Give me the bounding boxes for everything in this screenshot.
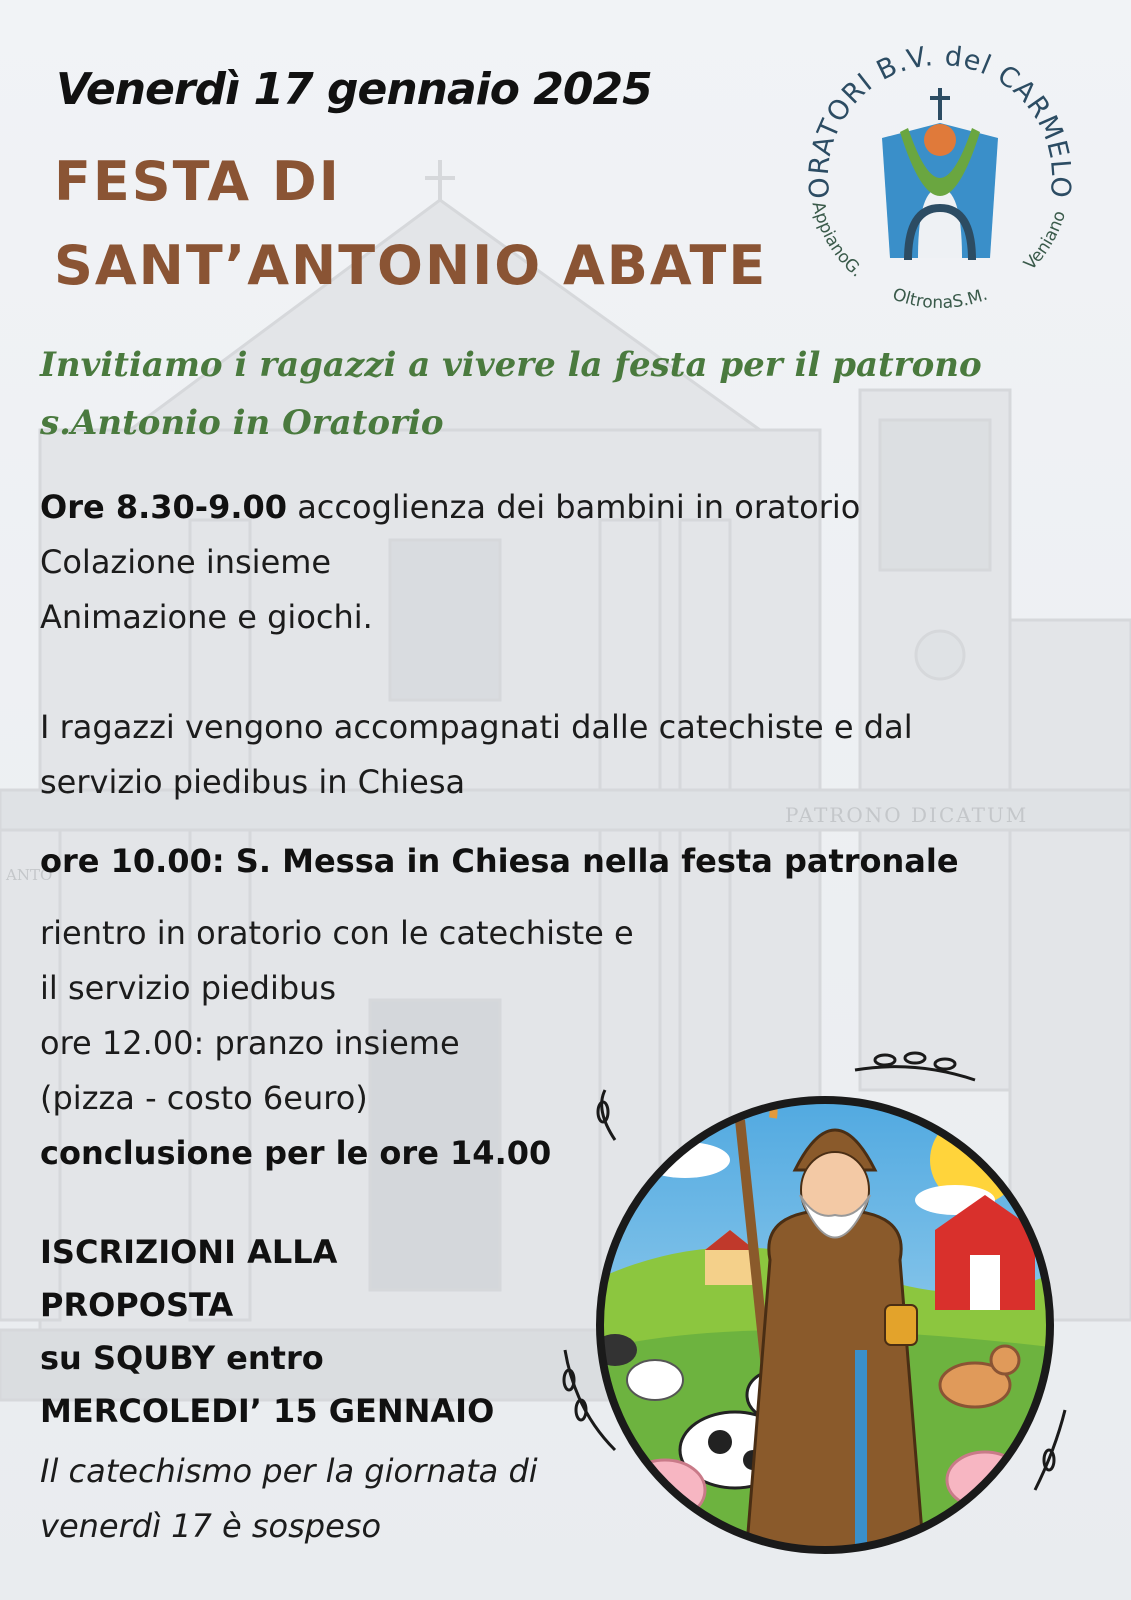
event-date: Venerdì 17 gennaio 2025 [56,64,652,115]
program-block-1 [40,480,860,645]
note-line-1: Il catechismo per la giornata di [40,1452,538,1490]
logo-appiano: AppianoG. [807,199,867,282]
program-block-2 [40,700,913,810]
side-inscription: ANTO [6,866,53,884]
invitation-text [40,336,1000,452]
lunch-text: ore 12.00: pranzo insieme [40,1024,460,1062]
logo-oltrona: OltronaS.M. [889,284,991,314]
registration-line-3: su SQUBY entro [40,1339,324,1377]
saint-anthony-illustration [555,1050,1115,1590]
svg-text:Veniano [1020,208,1070,274]
mass-text: ore 10.00: S. Messa in Chiesa nella festa patronale [40,842,959,880]
svg-text:AppianoG. [807,200,866,282]
title-line-1: FESTA DI [54,150,341,213]
return-line-1: rientro in oratorio con le catechiste e [40,914,634,952]
logo-top-text: ORATORI B.V. del CARMELO [803,40,1077,200]
games-text: Animazione e giochi. [40,598,373,636]
logo-emblem-icon [882,88,998,260]
end-text: conclusione per le ore 14.00 [40,1134,552,1172]
event-title [54,140,767,308]
accompany-line-2: servizio piedibus in Chiesa [40,763,466,801]
registration-line-2: PROPOSTA [40,1286,234,1324]
note-line-2: venerdì 17 è sospeso [40,1507,382,1545]
return-line-2: il servizio piedibus [40,969,337,1007]
registration-block [40,1226,494,1438]
time-830: Ore 8.30-9.00 [40,488,288,526]
program-block-3 [40,906,634,1181]
breakfast-text: Colazione insieme [40,543,332,581]
welcome-text: accoglienza dei bambini in oratorio [287,488,861,526]
invite-line-1: Invitiamo i ragazzi a vivere la festa per il patrono [40,345,982,385]
title-line-2: SANT’ANTONIO ABATE [54,234,768,297]
svg-text:OltronaS.M. [890,285,990,313]
registration-line-1: ISCRIZIONI ALLA [40,1233,338,1271]
lunch-cost-text: (pizza - costo 6euro) [40,1079,368,1117]
logo-veniano: Veniano [1020,208,1071,275]
patrono-inscription: PATRONO DICATUM [785,803,1029,827]
note-block [40,1444,538,1554]
accompany-line-1: I ragazzi vengono accompagnati dalle catechiste e dal [40,708,913,746]
registration-line-4: MERCOLEDI’ 15 GENNAIO [40,1392,495,1430]
invite-line-2: s.Antonio in Oratorio [40,403,444,443]
oratori-logo [790,28,1090,328]
